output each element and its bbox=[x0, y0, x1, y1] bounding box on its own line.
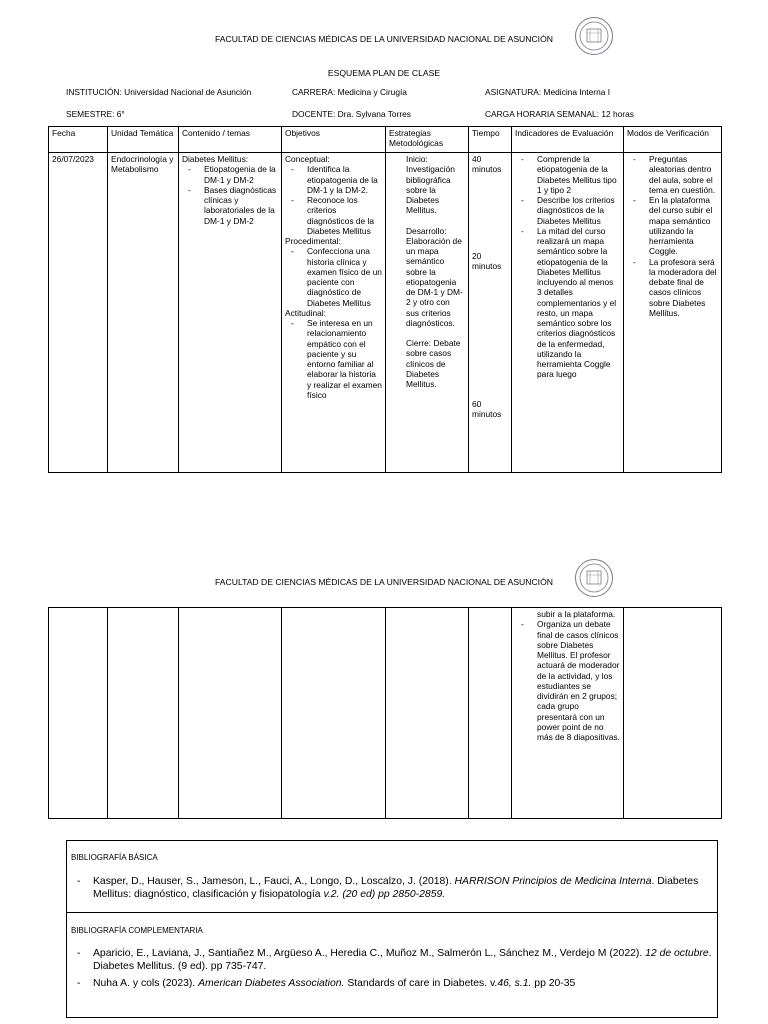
cell-tiempo bbox=[469, 153, 512, 473]
header-contenido: Contenido / temas bbox=[179, 127, 282, 153]
estrategia-desarrollo: Desarrollo: Elaboración de un mapa semántico sobre la etiopatogenia de DM-1 y DM-2 y otro con sus criterios diagnósticos. bbox=[406, 225, 463, 328]
cell-empty bbox=[108, 608, 179, 819]
table-row bbox=[49, 153, 722, 473]
list-item: - Comprende la etiopatogenia de la Diabetes Mellitus tipo 1 y tipo 2 bbox=[515, 154, 620, 195]
estrategia-cierre: Cierre: Debate sobre casos clínicos de Diabetes Mellitus. bbox=[406, 338, 461, 389]
meta-institucion: INSTITUCIÓN: Universidad Nacional de Asunción bbox=[66, 87, 252, 97]
list-item: - Confecciona una historia clínica y examen físico de un paciente con diagnóstico de Diabetes Mellitus bbox=[285, 246, 382, 308]
header-objetivos: Objetivos bbox=[282, 127, 386, 153]
biblio-divider bbox=[67, 912, 717, 913]
meta-semestre: SEMESTRE: 6° bbox=[66, 109, 125, 119]
tiempo-inicio: 40 minutos bbox=[472, 154, 502, 175]
list-item: - En la plataforma del curso subir el mapa semántico utilizando la herramienta Coggle. bbox=[627, 195, 718, 257]
meta-docente: DOCENTE: Dra. Sylvana Torres bbox=[292, 109, 411, 119]
biblio-comp-entry-2 bbox=[77, 977, 723, 990]
header-tiempo: Tiempo bbox=[469, 127, 512, 153]
lesson-plan-table bbox=[48, 126, 722, 473]
table-row bbox=[49, 608, 722, 819]
biblio-book-title: 12 de octubre bbox=[645, 948, 709, 959]
biblio-authors: Nuha A. y cols (2023). bbox=[93, 978, 199, 989]
meta-carrera: CARRERA: Medicina y Cirugía bbox=[292, 87, 407, 97]
university-seal-icon bbox=[574, 16, 614, 56]
faculty-header-page2: FACULTAD DE CIENCIAS MÉDICAS DE LA UNIVERSIDAD NACIONAL DE ASUNCIÓN bbox=[215, 577, 553, 587]
cell-empty bbox=[282, 608, 386, 819]
biblio-basica-entry bbox=[77, 875, 723, 902]
list-item: - Reconoce los criterios diagnósticos de la Diabetes Mellitus bbox=[285, 195, 382, 236]
cell-indicadores-cont bbox=[512, 608, 624, 819]
cell-empty bbox=[624, 608, 722, 819]
header-estrategias: Estrategias Metodológicas bbox=[386, 127, 469, 153]
biblio-comp-entry-1 bbox=[77, 947, 723, 974]
obj-procedimental-label: Procedimental: bbox=[285, 236, 341, 246]
header-verificacion: Modos de Verificación bbox=[624, 127, 722, 153]
cell-objetivos bbox=[282, 153, 386, 473]
list-item: - Preguntas aleatorias dentro del aula, sobre el tema en cuestión. bbox=[627, 154, 718, 195]
cell-estrategias bbox=[386, 153, 469, 473]
header-fecha: Fecha bbox=[49, 127, 108, 153]
table-header-row bbox=[49, 127, 722, 153]
biblio-detail: . Diabetes Mellitus. (9 ed). pp 735-747. bbox=[93, 948, 712, 973]
cell-empty bbox=[469, 608, 512, 819]
biblio-volume: 46, s.1. bbox=[497, 978, 532, 989]
tiempo-desarrollo: 20 minutos bbox=[472, 251, 502, 272]
list-item: - Identifica la etiopatogenia de la DM-1 y la DM-2. bbox=[285, 164, 382, 195]
biblio-volume: v.2. (20 ed) pp 2850-2859. bbox=[323, 889, 446, 901]
cell-empty bbox=[179, 608, 282, 819]
list-item: - Etiopatogenia de la DM-1 y DM-2 bbox=[182, 164, 278, 185]
cell-indicadores bbox=[512, 153, 624, 473]
indicador-continuation: subir a la plataforma. bbox=[537, 609, 616, 619]
header-indicadores: Indicadores de Evaluación bbox=[512, 127, 624, 153]
biblio-authors: Kasper, D., Hauser, S., Jameson, L., Fauci, A., Longo, D., Loscalzo, J. (2018). bbox=[93, 876, 455, 887]
cell-contenido bbox=[179, 153, 282, 473]
obj-conceptual-label: Conceptual: bbox=[285, 154, 330, 164]
biblio-detail: Standards of care in Diabetes. v. bbox=[344, 978, 498, 989]
biblio-pages: pp 20-35 bbox=[531, 978, 576, 989]
header-unidad: Unidad Temática bbox=[108, 127, 179, 153]
list-item: - Describe los criterios diagnósticos de la Diabetes Mellitus bbox=[515, 195, 620, 226]
biblio-detail: . Diabetes Mellitus: diagnóstico, clasificación y fisiopatología bbox=[93, 876, 699, 901]
list-item: - La mitad del curso realizará un mapa semántico sobre la etiopatogenia de la Diabetes Mellitus incluyendo al menos 3 detalles complementarios y el resto, un mapa semántico sobre los criterios diagnósticos de la enfermedad, utilizando la herramienta Coggle para luego bbox=[515, 226, 620, 380]
biblio-basica-title: BIBLIOGRAFÍA BÁSICA bbox=[71, 853, 158, 862]
contenido-title: Diabetes Mellitus: bbox=[182, 154, 249, 164]
lesson-plan-table-continued bbox=[48, 607, 722, 819]
list-item: - La profesora será la moderadora del debate final de casos clínicos sobre Diabetes Mellitus. bbox=[627, 257, 718, 319]
cell-empty bbox=[49, 608, 108, 819]
biblio-book-title: HARRISON Principios de Medicina Interna bbox=[454, 876, 652, 887]
faculty-header: FACULTAD DE CIENCIAS MÉDICAS DE LA UNIVERSIDAD NACIONAL DE ASUNCIÓN bbox=[215, 34, 553, 44]
biblio-complementaria-title: BIBLIOGRAFÍA COMPLEMENTARIA bbox=[71, 926, 203, 935]
cell-unidad: Endocrinología y Metabolismo bbox=[108, 153, 179, 473]
cell-fecha: 26/07/2023 bbox=[49, 153, 108, 473]
obj-actitudinal-label: Actitudinal: bbox=[285, 307, 326, 318]
meta-carga: CARGA HORARIA SEMANAL: 12 horas bbox=[485, 109, 634, 119]
doc-title: ESQUEMA PLAN DE CLASE bbox=[327, 68, 441, 78]
biblio-authors: Aparicio, E., Laviana, J., Santiañez M., Argüeso A., Heredia C., Muñoz M., Salmerón L., Sánchez M., Verdejo M (2022). bbox=[93, 948, 646, 959]
list-item: - Se interesa en un relacionamiento empático con el paciente y su entorno familiar al elaborar la historia y realizar el examen físico bbox=[285, 318, 382, 400]
list-item: - Organiza un debate final de casos clínicos sobre Diabetes Mellitus. El profesor actuará de moderador de la actividad, y los estudiantes se dividirán en 2 grupos; cada grupo presentará con un power point de no más de 8 diapositivas. bbox=[515, 619, 620, 742]
cell-empty bbox=[386, 608, 469, 819]
biblio-book-title: American Diabetes Association. bbox=[198, 978, 345, 989]
estrategia-inicio: Inicio: Investigación bibliográfica sobre la Diabetes Mellitus. bbox=[406, 154, 455, 216]
tiempo-cierre: 60 minutos bbox=[472, 399, 502, 420]
university-seal-icon bbox=[574, 558, 614, 598]
cell-verificacion bbox=[624, 153, 722, 473]
list-item: - Bases diagnósticas clínicas y laboratoriales de la DM-1 y DM-2 bbox=[182, 185, 278, 226]
meta-asignatura: ASIGNATURA: Medicina Interna I bbox=[485, 87, 611, 97]
bibliography-box bbox=[66, 840, 718, 1018]
